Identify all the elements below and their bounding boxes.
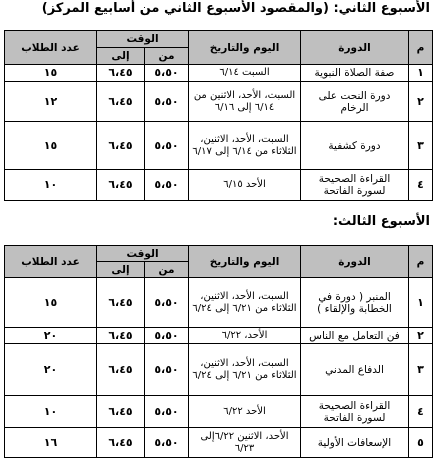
time-from: ٥،٥٠ (145, 170, 189, 201)
table-row (5, 170, 433, 201)
day-date: السبت، الأحد، الاثنين من ٦/١٤ إلى ٦/١٦ (189, 82, 301, 122)
day-date: السبت، الأحد، الاثنين، الثلاثاء من ٦/١٤ إلى ٦/١٧ (189, 122, 301, 170)
day-date: السبت، الأحد، الاثنين، الثلاثاء من ٦/٢١ إلى ٦/٢٤ (189, 344, 301, 396)
day-date: الأحد، ٦/٢٢ (189, 328, 301, 344)
time-from: ٥،٥٠ (145, 82, 189, 122)
course-name: فن التعامل مع الناس (301, 328, 409, 344)
student-count: ١٥ (5, 65, 97, 82)
header-from: من (145, 262, 189, 278)
week3-heading: الأسبوع الثالث: (332, 214, 430, 229)
time-to: ٦،٤٥ (97, 65, 145, 82)
day-date: الأحد ٦/١٥ (189, 170, 301, 201)
student-count: ١٦ (5, 428, 97, 458)
header-day-date: اليوم والتاريخ (189, 31, 301, 65)
row-number: ٤ (409, 396, 433, 428)
week2-schedule-table (4, 30, 433, 201)
row-number: ٢ (409, 328, 433, 344)
header-students: عدد الطلاب (5, 246, 97, 278)
week3-schedule-table (4, 245, 433, 458)
header-time: الوقت (97, 31, 189, 48)
table-row (5, 82, 433, 122)
table-row (5, 122, 433, 170)
course-name: صفة الصلاة النبوية (301, 65, 409, 82)
course-name: القراءة الصحيحة لسورة الفاتحة (301, 170, 409, 201)
table-row (5, 278, 433, 328)
student-count: ١٢ (5, 82, 97, 122)
time-to: ٦،٤٥ (97, 170, 145, 201)
row-number: ٤ (409, 170, 433, 201)
course-name: الإسعافات الأولية (301, 428, 409, 458)
header-to: إلى (97, 262, 145, 278)
time-to: ٦،٤٥ (97, 328, 145, 344)
row-number: ٣ (409, 344, 433, 396)
header-to: إلى (97, 48, 145, 65)
student-count: ٢٠ (5, 328, 97, 344)
time-to: ٦،٤٥ (97, 278, 145, 328)
student-count: ١٠ (5, 396, 97, 428)
day-date: الأحد ٦/٢٢ (189, 396, 301, 428)
student-count: ١٥ (5, 122, 97, 170)
time-to: ٦،٤٥ (97, 428, 145, 458)
time-to: ٦،٤٥ (97, 396, 145, 428)
time-from: ٥،٥٠ (145, 65, 189, 82)
time-from: ٥،٥٠ (145, 344, 189, 396)
time-from: ٥،٥٠ (145, 396, 189, 428)
day-date: السبت ٦/١٤ (189, 65, 301, 82)
row-number: ٢ (409, 82, 433, 122)
student-count: ١٠ (5, 170, 97, 201)
time-to: ٦،٤٥ (97, 82, 145, 122)
course-name: دورة النحت على الرخام (301, 82, 409, 122)
course-name: دورة كشفية (301, 122, 409, 170)
course-name: القراءة الصحيحة لسورة الفاتحة (301, 396, 409, 428)
course-name: الدفاع المدني (301, 344, 409, 396)
time-from: ٥،٥٠ (145, 278, 189, 328)
row-number: ١ (409, 65, 433, 82)
table-row (5, 428, 433, 458)
time-from: ٥،٥٠ (145, 428, 189, 458)
row-number: ٣ (409, 122, 433, 170)
time-to: ٦،٤٥ (97, 122, 145, 170)
header-course: الدورة (301, 246, 409, 278)
day-date: السبت، الأحد، الاثنين، الثلاثاء من ٦/٢١ إلى ٦/٢٤ (189, 278, 301, 328)
time-from: ٥،٥٠ (145, 122, 189, 170)
table-row (5, 344, 433, 396)
course-name: المنبر ( دورة في الخطابة والإلقاء ) (301, 278, 409, 328)
header-students: عدد الطلاب (5, 31, 97, 65)
header-time: الوقت (97, 246, 189, 262)
table-row (5, 396, 433, 428)
student-count: ٢٠ (5, 344, 97, 396)
header-no: م (409, 31, 433, 65)
row-number: ١ (409, 278, 433, 328)
day-date: الأحد، الاثنين ٦/٢٢إلى ٦/٢٣ (189, 428, 301, 458)
header-day-date: اليوم والتاريخ (189, 246, 301, 278)
table-row (5, 65, 433, 82)
student-count: ١٥ (5, 278, 97, 328)
time-from: ٥،٥٠ (145, 328, 189, 344)
header-course: الدورة (301, 31, 409, 65)
header-from: من (145, 48, 189, 65)
week2-heading: الأسبوع الثاني: (والمقصود الأسبوع الثاني من أسابيع المركز) (41, 1, 430, 16)
time-to: ٦،٤٥ (97, 344, 145, 396)
table-row (5, 328, 433, 344)
header-no: م (409, 246, 433, 278)
row-number: ٥ (409, 428, 433, 458)
